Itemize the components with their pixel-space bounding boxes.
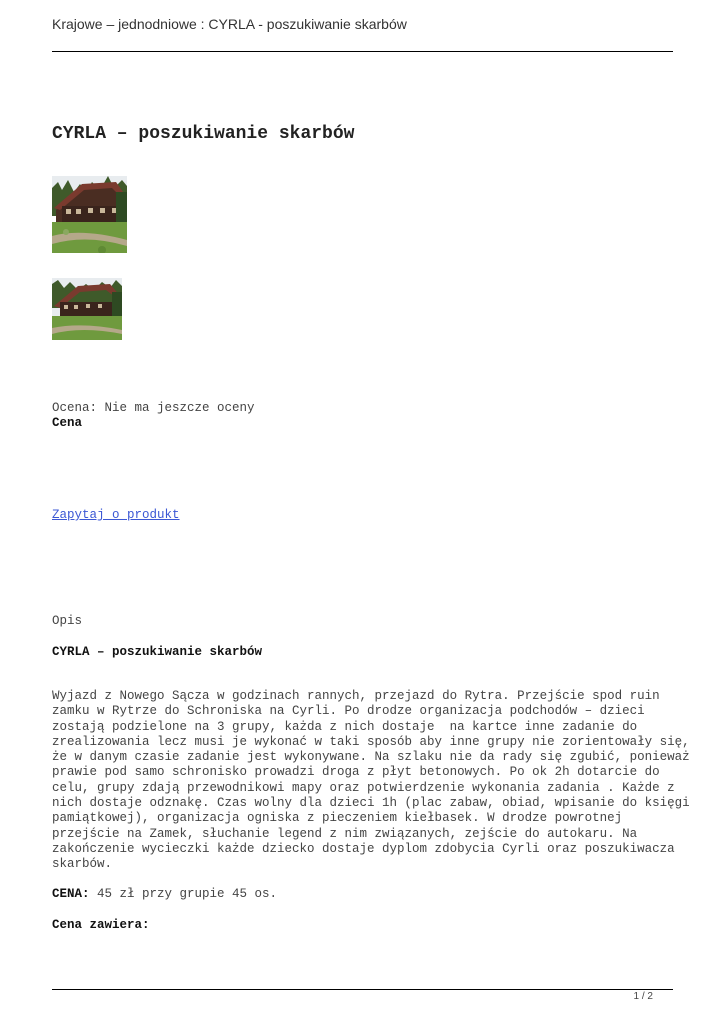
chalet-photo-image (52, 162, 127, 253)
description-line: przejście na Zamek, słuchanie legend z nim związanych, zejście do autokaru. Na (52, 826, 638, 841)
product-title: CYRLA – poszukiwanie skarbów (52, 124, 355, 144)
description-line: skarbów. (52, 857, 113, 872)
description-line: celu, grupy zdają przewodnikowi mapy oraz potwierdzenie wykonania zadania . Każde z (52, 780, 675, 795)
product-photo-main[interactable] (52, 162, 127, 253)
description-line: zrealizowania lecz musi je wykonać w taki sposób aby inne grupy nie zorientowały się, (52, 734, 690, 749)
description-line: pamiątkowej), organizacja ogniska z pieczeniem kiełbasek. W drodze powrotnej (52, 811, 623, 826)
description-line: prawie pod samo schronisko prowadzi droga z płyt betonowych. Po ok 2h dotarcie do (52, 765, 660, 780)
price-line-label: CENA: (52, 887, 90, 901)
description-line: nich dostaje odznakę. Czas wolny dla dzieci 1h (plac zabaw, obiad, wpisanie do księgi (52, 796, 690, 811)
page-number: 1 / 2 (633, 991, 653, 1002)
ask-about-product-link[interactable]: Zapytaj o produkt (52, 508, 180, 522)
description-line: zostają podzielone na 3 grupy, każda z nich dostaje na kartce inne zadanie do (52, 719, 638, 734)
price-line-value: 45 zł przy grupie 45 os. (89, 887, 278, 901)
footer-divider (52, 989, 673, 990)
description-line: zakończenie wycieczki każde dziecko dostaje dyplom zdobycia Cyrli oraz poszukiwacza (52, 841, 675, 856)
header-divider (52, 51, 673, 52)
description-body (52, 689, 690, 873)
price-line (52, 887, 277, 901)
chalet-thumbnail-image (52, 278, 122, 340)
description-label: Opis (52, 614, 83, 628)
description-title: CYRLA – poszukiwanie skarbów (52, 645, 263, 659)
product-photo-thumbnail[interactable] (52, 278, 122, 340)
description-line: Wyjazd z Nowego Sącza w godzinach rannych, przejazd do Rytra. Przejście spod ruin (52, 689, 660, 703)
price-label: Cena (52, 416, 83, 430)
page-header: Krajowe – jednodniowe : CYRLA - poszukiwanie skarbów (52, 16, 407, 32)
rating-text: Ocena: Nie ma jeszcze oceny (52, 401, 255, 415)
description-line: zamku w Rytrze do Schroniska na Cyrli. Po drodze organizacja podchodów – dzieci (52, 704, 645, 719)
description-line: że w danym czasie zadanie jest wykonywane. Na szlaku nie da rady się zgubić, ponieważ (52, 750, 690, 765)
price-includes-label: Cena zawiera: (52, 918, 150, 932)
